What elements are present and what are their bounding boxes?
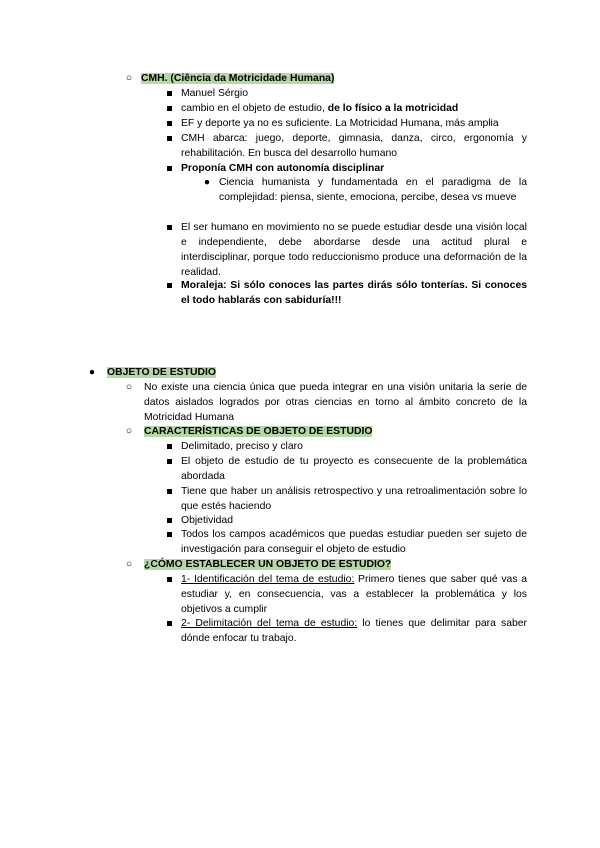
list-item: Proponía CMH con autonomía disciplinar (181, 163, 385, 174)
hollow-bullet-icon: ○ (125, 382, 133, 393)
list-item: Tiene que haber un análisis retrospectivo y una retroalimentación sobre lo que estés haciendo (181, 486, 527, 512)
square-bullet-icon (164, 439, 174, 454)
square-bullet-icon (164, 616, 174, 631)
list-item: Todos los campos académicos que puedas estudiar pueden ser sujeto de investigación para conseguir el objeto de estudio (181, 529, 527, 555)
list-item: 2- Delimitación del tema de estudio: lo tienes que delimitar para saber dónde enfocar tu trabajo. (181, 618, 527, 644)
list-item: Moraleja: Si sólo conoces las partes dirás sólo tonterías. Si conoces el todo hablarás con sabiduría!!! (181, 280, 527, 306)
square-bullet-icon (164, 527, 174, 542)
list-item: Manuel Sérgio (181, 88, 249, 99)
list-item: 1- Identificación del tema de estudio: Primero tienes que saber qué vas a estudiar y, en consecuencia, vas a establecer la problemática y los objetivos a cumplir (181, 574, 527, 615)
list-item: cambio en el objeto de estudio, de lo físico a la motricidad (181, 103, 459, 114)
hollow-bullet-icon: ○ (125, 426, 133, 437)
list-item: No existe una ciencia única que pueda integrar en una visión unitaria la serie de datos aislados logrados por otras ciencias en torno al ámbito concreto de la Motricidad Humana (144, 382, 527, 423)
section-heading: OBJETO DE ESTUDIO (107, 367, 216, 378)
list-item: El objeto de estudio de tu proyecto es consecuente de la problemática abordada (181, 456, 527, 482)
square-bullet-icon (164, 131, 174, 146)
list-item: CMH abarca: juego, deporte, gimnasia, danza, circo, ergonomía y rehabilitación. En busca del desarrollo humano (181, 133, 527, 159)
square-bullet-icon (164, 86, 174, 101)
square-bullet-icon (164, 101, 174, 116)
list-item: El ser humano en movimiento no se puede estudiar desde una visión local e independiente, debe abordarse desde una actitud plural e interdisciplinar, porque todo reduccionismo produce una deformación de la realidad. (181, 222, 527, 278)
hollow-bullet-icon: ○ (125, 559, 133, 570)
square-bullet-icon (164, 161, 174, 176)
hollow-bullet-icon: ○ (125, 73, 133, 84)
square-bullet-icon (164, 513, 174, 528)
list-item: Delimitado, preciso y claro (181, 441, 303, 452)
filled-bullet-icon: ● (88, 367, 96, 378)
subsection-heading: CARACTERÍSTICAS DE OBJETO DE ESTUDIO (144, 426, 373, 437)
square-bullet-icon (164, 572, 174, 587)
cmh-heading: CMH. (Ciência da Motricidade Humana) (141, 73, 335, 84)
square-bullet-icon (164, 278, 174, 293)
list-item: EF y deporte ya no es suficiente. La Motricidad Humana, más amplia (181, 118, 499, 129)
list-item: Objetividad (181, 515, 233, 526)
square-bullet-icon (164, 116, 174, 131)
subsection-heading: ¿CÓMO ESTABLECER UN OBJETO DE ESTUDIO? (144, 559, 392, 570)
square-bullet-icon (164, 220, 174, 235)
filled-bullet-icon: ● (203, 177, 211, 188)
square-bullet-icon (164, 484, 174, 499)
list-subitem: Ciencia humanista y fundamentada en el paradigma de la complejidad: piensa, siente, emociona, percibe, desea vs mueve (219, 177, 527, 203)
square-bullet-icon (164, 454, 174, 469)
